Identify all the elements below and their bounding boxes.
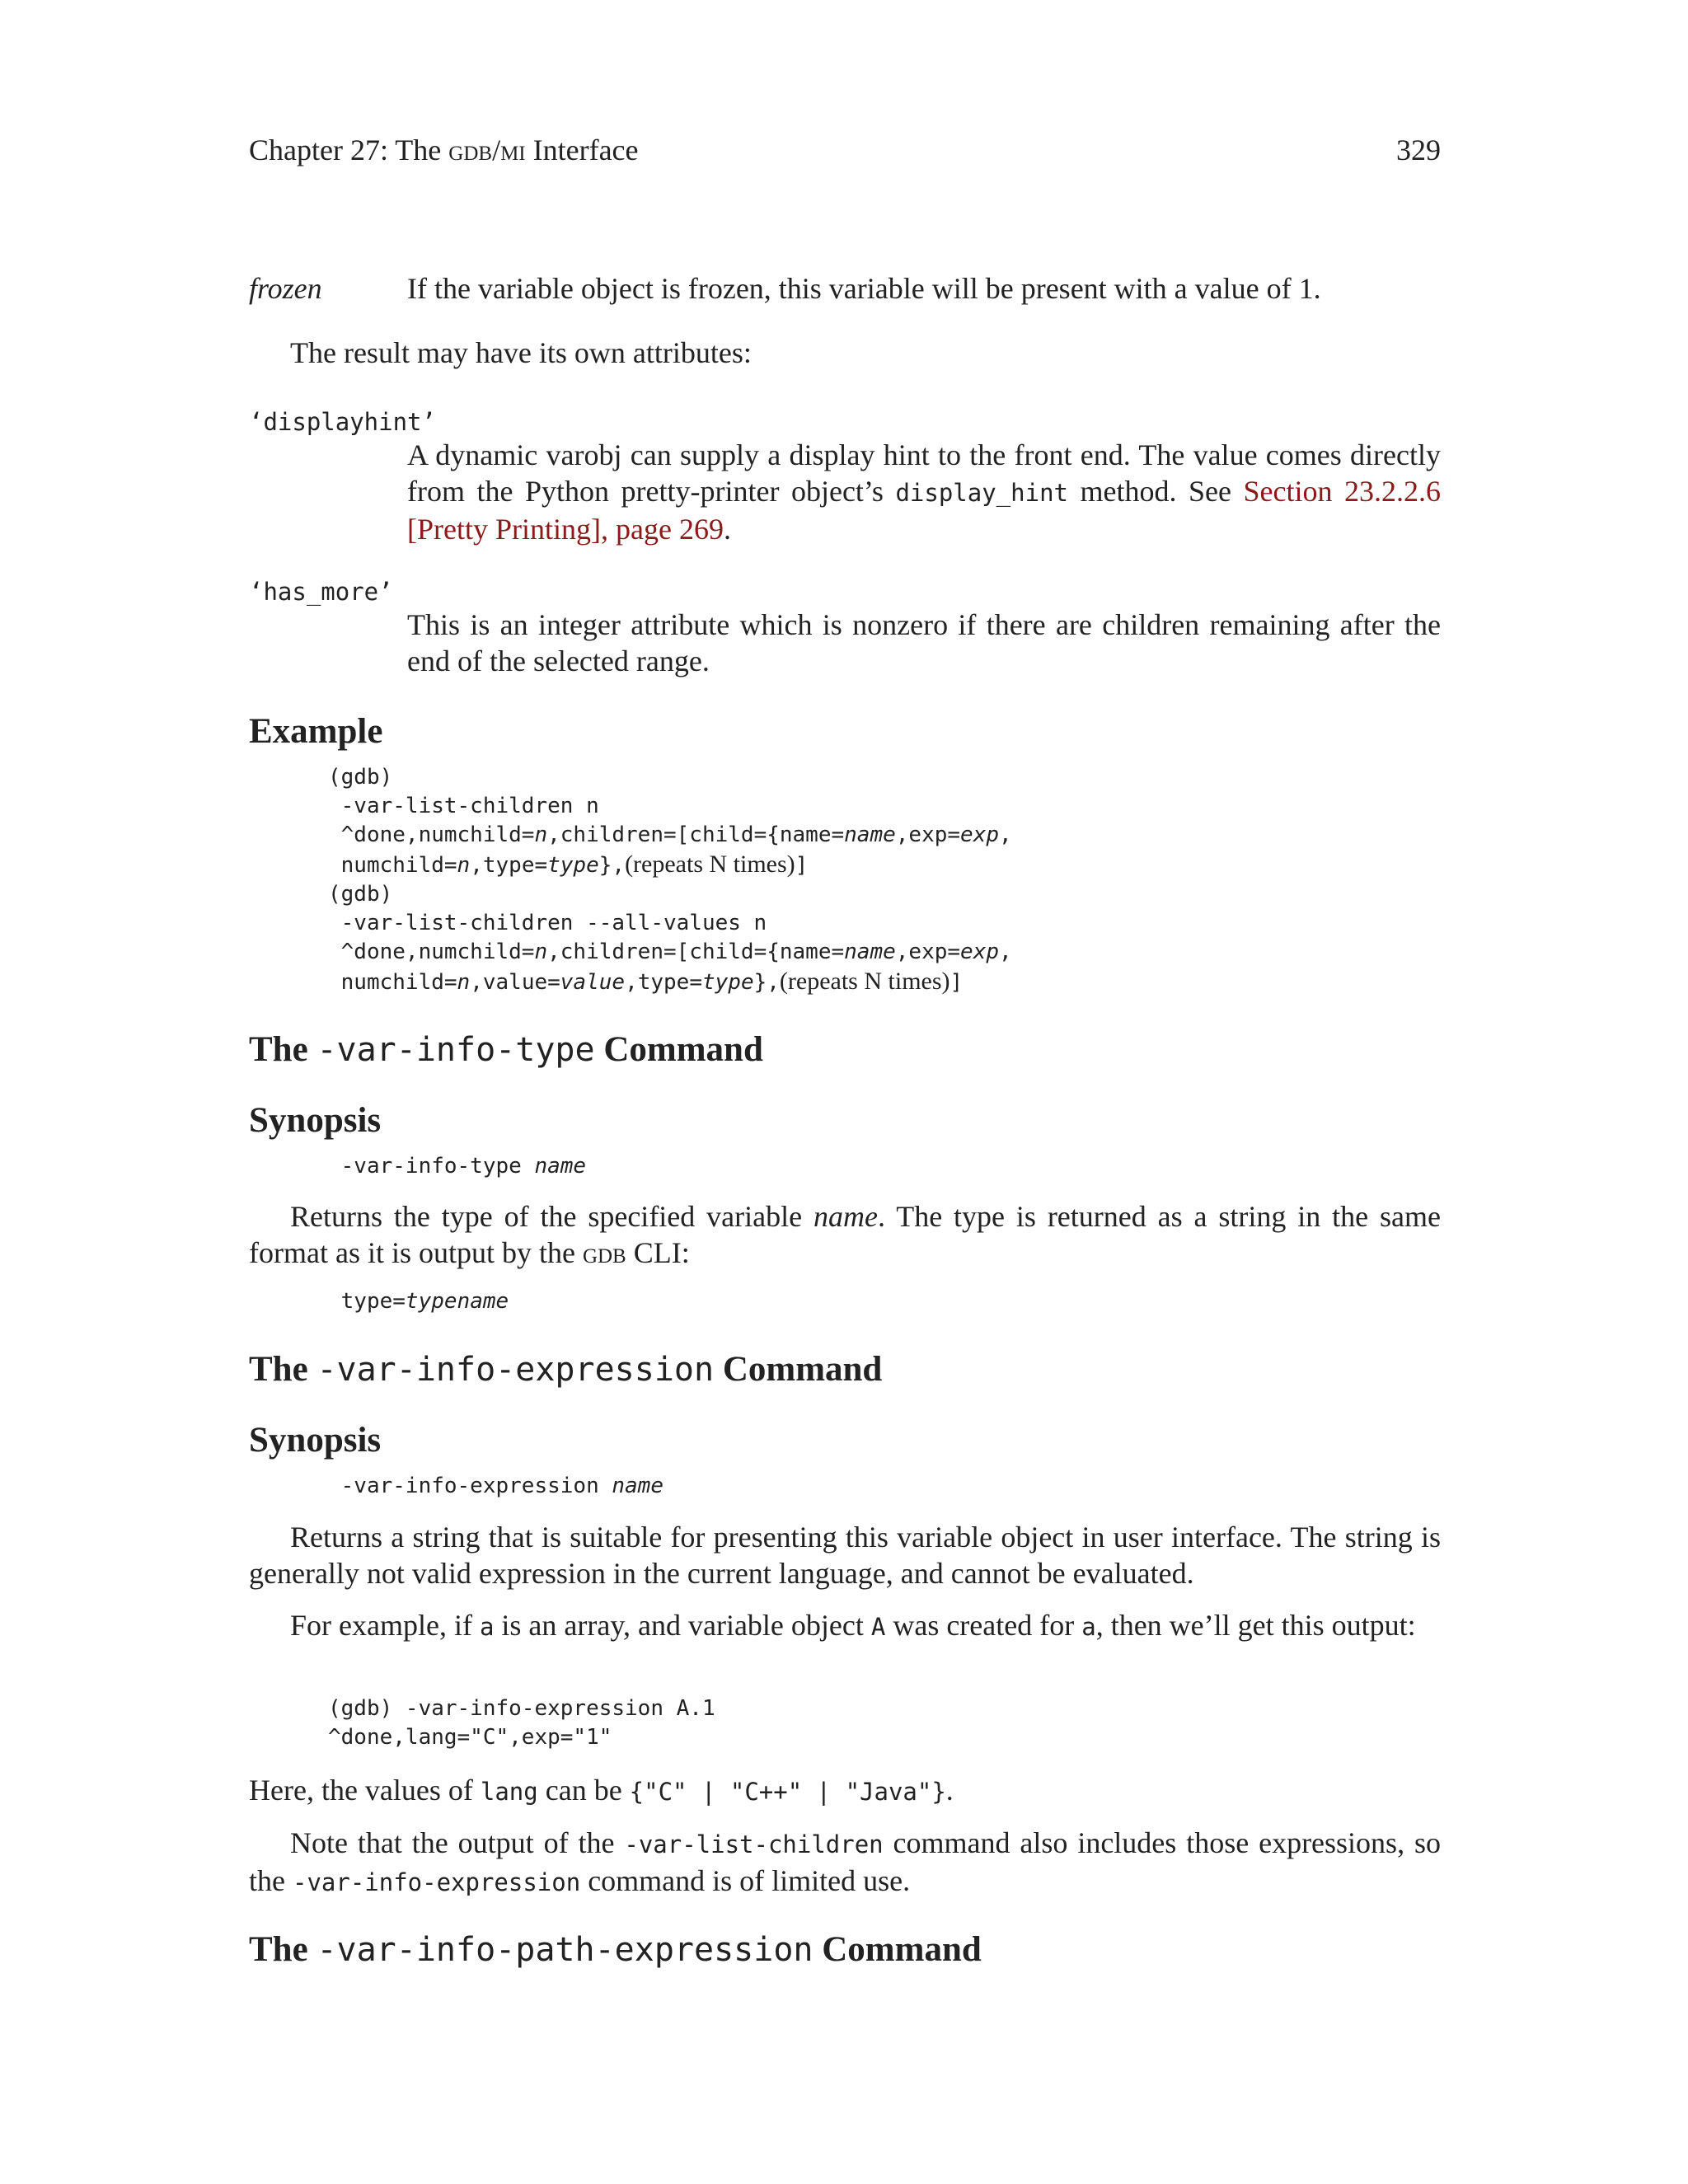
frozen-description: If the variable object is frozen, this variable will be present with a value of 1. [407,272,1321,305]
lang-values-text: Here, the values of lang can be {"C" | "C++" | "Java"}. [249,1774,954,1807]
var-list-children-note: Note that the output of the -var-list-children command also includes those expressions, so the -var-info-expression command is of limited use. [249,1826,1441,1897]
document-page [249,0,1441,2184]
page-number: 329 [1396,134,1441,166]
displayhint-description: A dynamic varobj can supply a display hint to the front end. The value comes directly from the Python pretty-printer object’s display_hint method. See Section 23.2.2.6 [Pretty Printing], page 269. [407,438,1441,546]
chapter-title: Chapter 27: The gdb/mi Interface [249,134,639,166]
var-info-expression-example-code: (gdb) -var-info-expression A.1 ^done,lang="C",exp="1" [328,1696,715,1750]
var-info-expression-example-text: For example, if a is an array, and variable object A was created for a, then we’ll get this output: [290,1609,1416,1642]
page-header [249,132,1441,168]
var-info-path-expression-heading: The -var-info-path-expression Command [249,1930,982,1969]
example-heading: Example [249,712,383,751]
var-info-type-output-code: type=typename [328,1289,509,1314]
pretty-printing-link[interactable]: Section 23.2.2.6 [Pretty Printing], page 269 [407,475,1441,546]
has-more-description: This is an integer attribute which is nonzero if there are children remaining after the end of the selected range. [407,608,1441,677]
var-info-expression-synopsis-heading: Synopsis [249,1421,382,1460]
var-info-expression-synopsis-code: -var-info-expression name [328,1474,663,1498]
var-info-expression-heading: The -var-info-expression Command [249,1350,883,1389]
displayhint-term: ‘displayhint’ [249,408,436,436]
result-intro: The result may have its own attributes: [290,336,752,369]
frozen-term: frozen [249,272,322,305]
var-info-type-synopsis-heading: Synopsis [249,1101,382,1140]
var-info-type-description: Returns the type of the specified variable name. The type is returned as a string in the same format as it is output by the gdb CLI: [249,1200,1441,1269]
has-more-term: ‘has_more’ [249,578,393,606]
example-code-block: (gdb) -var-list-children n ^done,numchild=n,children=[child={name=name,exp=exp, numchild=n,type=type},(repeats N times)] (gdb) -var-list-children --all-values n ^done,numchild=n,children=[child={name=name,exp=exp, numchild=n,value=value,type=type},(repeats N times)] [328,765,1012,995]
var-info-type-heading: The -var-info-type Command [249,1030,763,1069]
var-info-type-synopsis-code: -var-info-type name [328,1154,587,1179]
var-info-expression-description: Returns a string that is suitable for presenting this variable object in user interface. The string is generally not valid expression in the current language, and cannot be evaluated. [249,1521,1441,1590]
